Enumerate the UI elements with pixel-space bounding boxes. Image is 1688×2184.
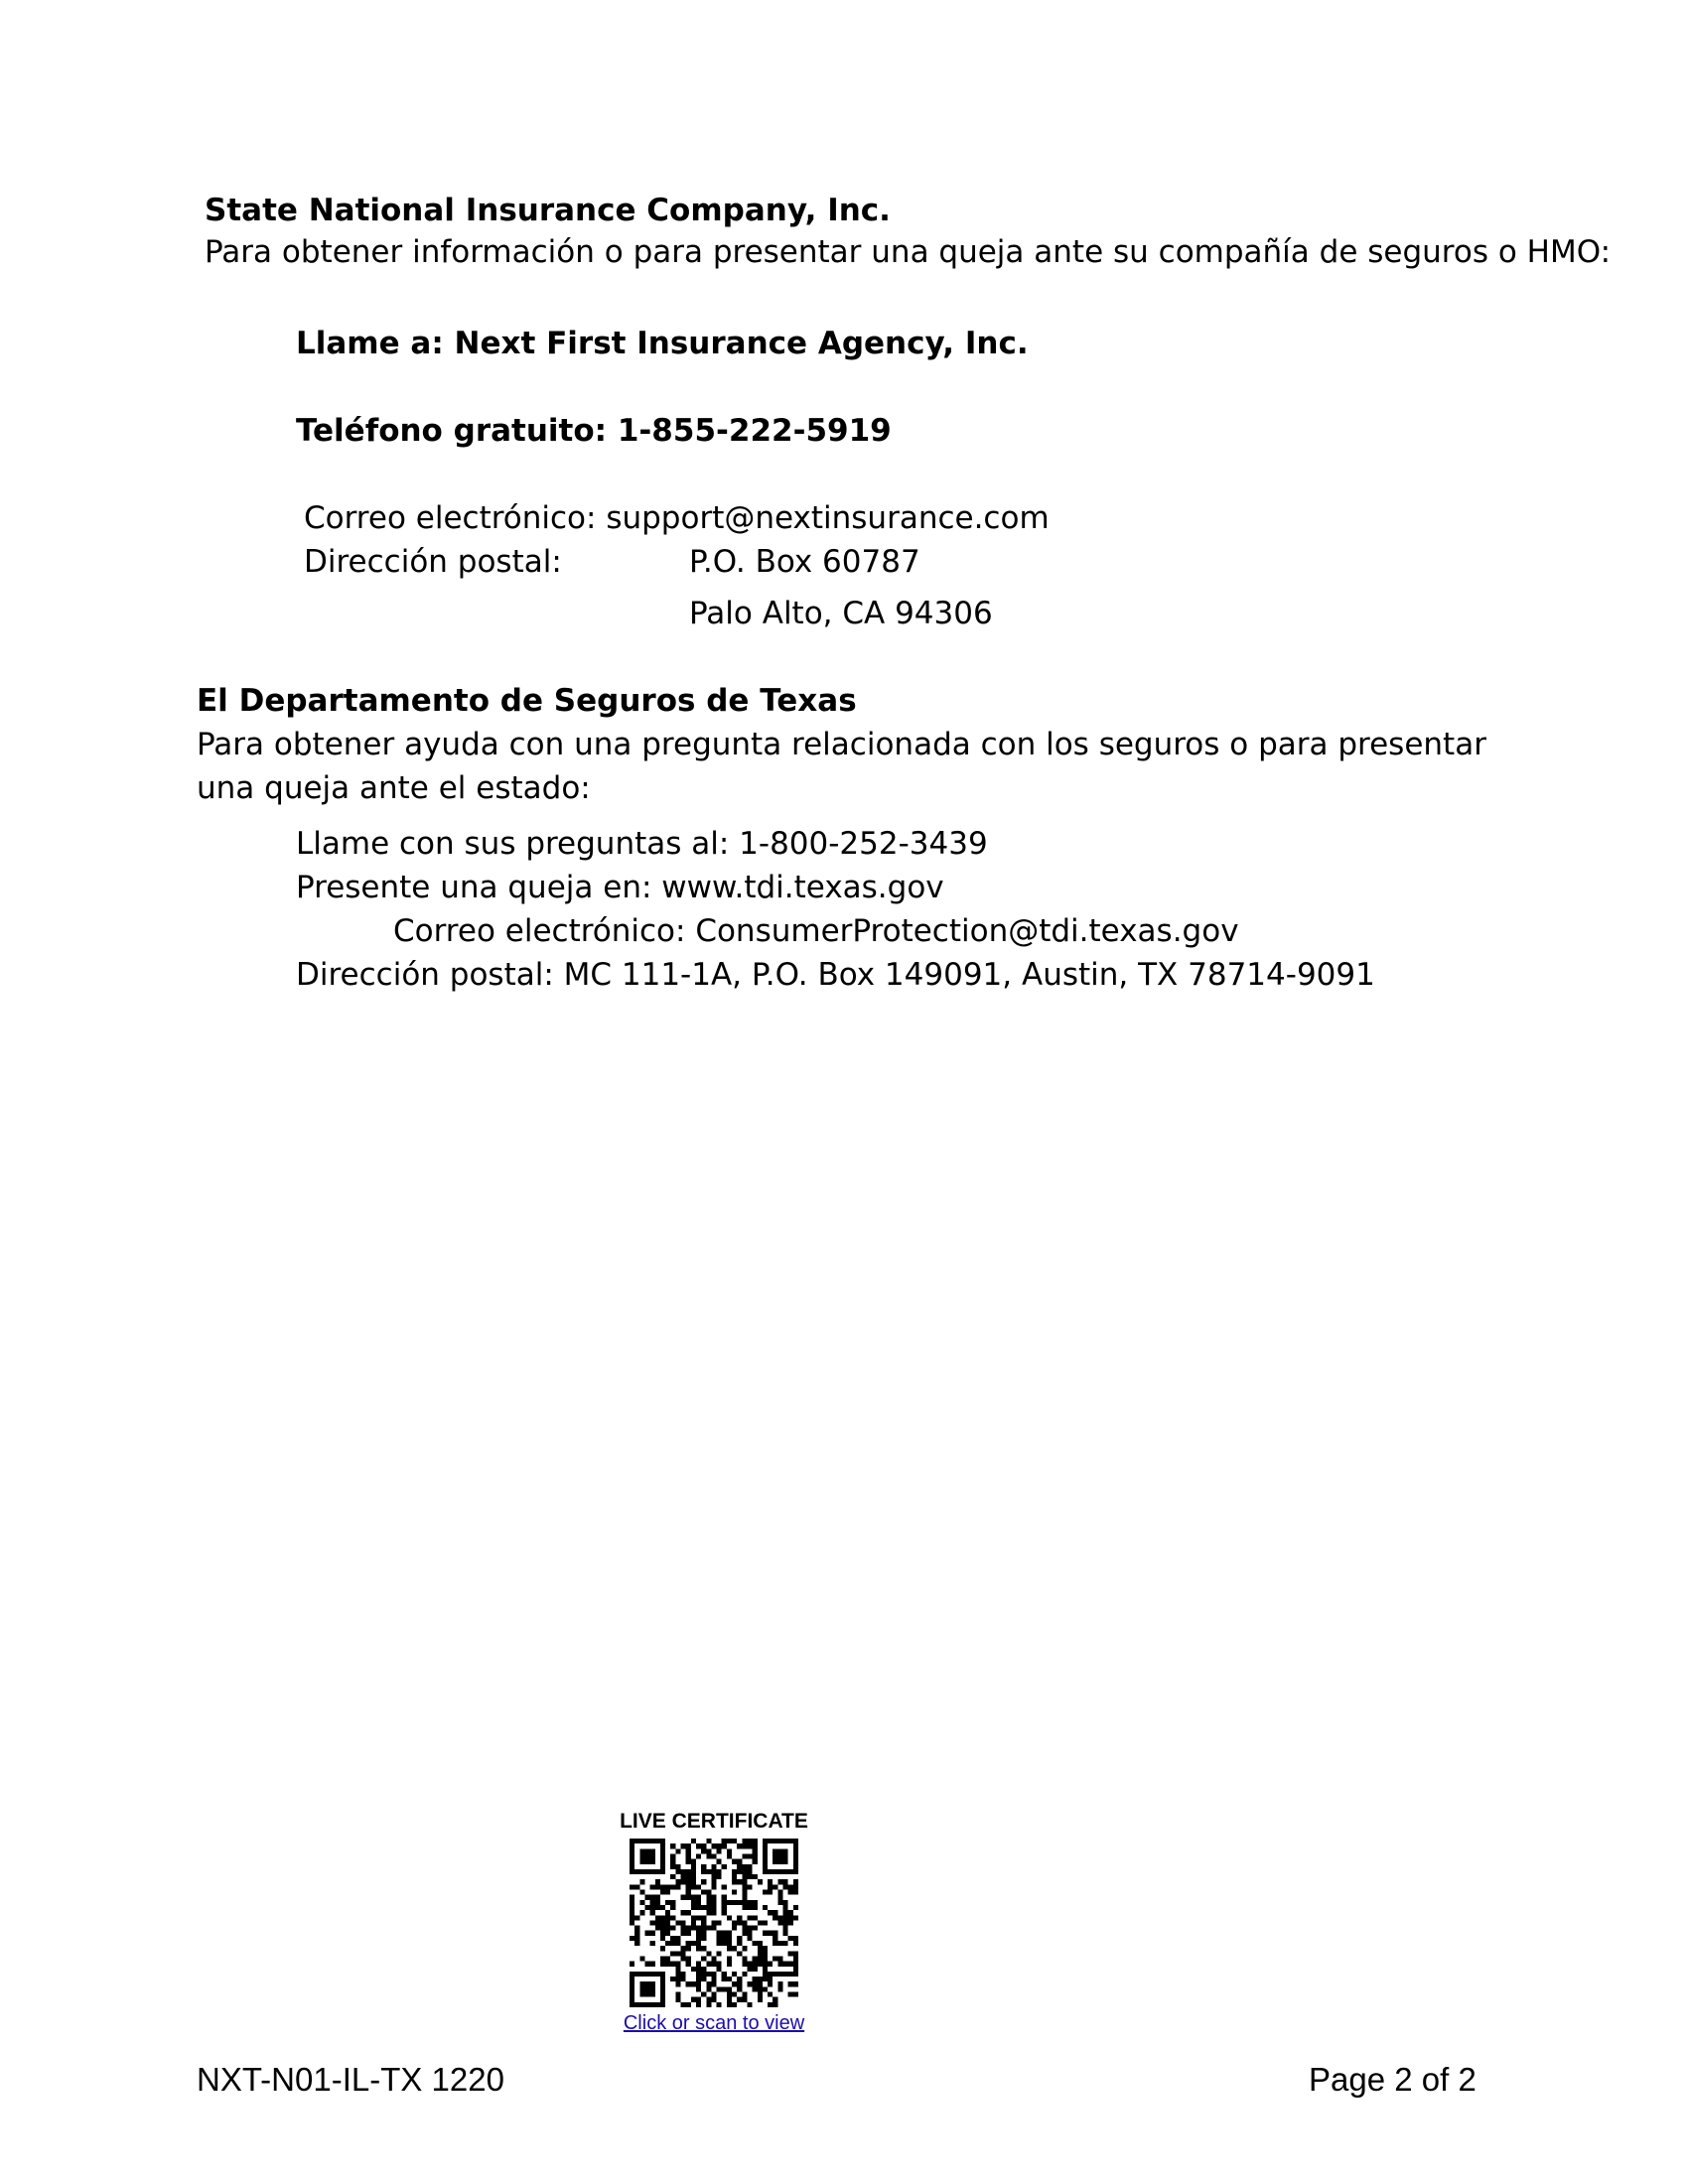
live-certificate-title: LIVE CERTIFICATE: [620, 1810, 808, 1833]
company-phone: Teléfono gratuito: 1-855-222-5919: [296, 413, 892, 449]
qr-code-icon[interactable]: [630, 1839, 798, 2007]
live-certificate: [610, 1809, 818, 2035]
company-postal-line1: P.O. Box 60787: [689, 544, 920, 580]
tdi-email: Correo electrónico: ConsumerProtection@tdi.texas.gov: [393, 913, 1239, 949]
company-name: State National Insurance Company, Inc.: [205, 193, 891, 228]
tdi-title: El Departamento de Seguros de Texas: [197, 683, 857, 719]
form-code: NXT-N01-IL-TX 1220: [197, 2061, 504, 2098]
tdi-intro-line1: Para obtener ayuda con una pregunta relacionada con los seguros o para presentar: [197, 727, 1486, 762]
company-email: Correo electrónico: support@nextinsurance.com: [304, 500, 1050, 536]
tdi-call: Llame con sus preguntas al: 1-800-252-3439: [296, 826, 988, 862]
tdi-complaint: Presente una queja en: www.tdi.texas.gov: [296, 870, 944, 905]
tdi-intro-line2: una queja ante el estado:: [197, 770, 591, 806]
certificate-view-link[interactable]: Click or scan to view: [623, 2012, 805, 2034]
page-number: Page 2 of 2: [1309, 2061, 1477, 2098]
company-intro: Para obtener información o para presentar una queja ante su compañía de seguros o HMO:: [205, 234, 1612, 270]
company-postal-label: Dirección postal:: [304, 544, 562, 580]
tdi-postal: Dirección postal: MC 111-1A, P.O. Box 149091, Austin, TX 78714-9091: [296, 957, 1375, 993]
company-call: Llame a: Next First Insurance Agency, Inc.: [296, 326, 1029, 361]
company-postal-line2: Palo Alto, CA 94306: [689, 596, 993, 631]
